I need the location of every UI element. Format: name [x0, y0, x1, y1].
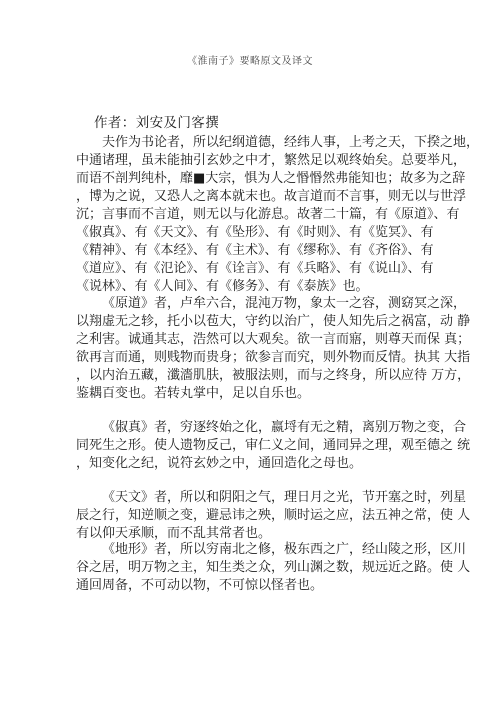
paragraph-preface: [76, 134, 480, 296]
document-header-title: 《淮南子》要略原文及译文: [187, 56, 313, 67]
paragraph-chuzhen: [76, 419, 471, 473]
text-line: ，博为之说，又恐人之离本就末也。故言道而不言事，则无以与世浮: [76, 189, 467, 204]
paragraph-yuandao: [76, 295, 471, 403]
text-line: 《道应》、有《氾论》、有《诠言》、有《兵略》、有《说山》、有: [76, 261, 434, 276]
text-line: 以翔虚无之轸，托小以苞大，守约以治广，使人知先后之祸富，动 静: [76, 314, 471, 329]
paragraph-dixing: [76, 541, 471, 595]
text-line: 有以仰天承顺，而不乱其常者也。: [76, 526, 272, 541]
text-line: 通回周备，不可动以物，不可惊以怪者也。: [76, 578, 324, 593]
text-line: 《俶真》者，穷逐终始之化，嬴埒有无之精，离别万物之变，合: [102, 420, 467, 435]
text-line: 欲再言而通，则贱物而贵身；欲参言而究，则外物而反情。执其 大指: [76, 350, 471, 365]
text-line: 《天文》者，所以和阴阳之气，理日月之光，节开塞之时，列星: [102, 490, 467, 505]
text-line: ，知变化之纪，说符玄妙之中，通回造化之母也。: [76, 456, 363, 471]
text-line: 鉴耦百变也。若转丸掌中，足以自乐也。: [76, 386, 311, 401]
text-line: 之利害。诚通其志，浩然可以大观矣。欲一言而寤，则尊天而保 真；: [76, 332, 471, 347]
text-line: 中通诸理，虽未能抽引玄妙之中才，繁然足以观终始矣。总要举凡，: [76, 153, 467, 168]
text-line: 同死生之形。使人遗物反己，审仁义之间，通同异之理，观至德之 统: [76, 438, 471, 453]
text-line: 沉；言事而不言道，则无以与化游息。故著二十篇，有《原道》、有: [76, 207, 460, 222]
text-line: 《俶真》、有《天文》、有《坠形》、有《时则》、有《览冥》、有: [76, 225, 434, 240]
text-line: 《原道》者，卢牟六合，混沌万物，象太一之容，测窈冥之深，: [102, 296, 467, 311]
author-line: 作者：刘安及门客撰: [94, 115, 220, 131]
text-line: 辰之行，知逆顺之变，避忌讳之殃，顺时运之应，法五神之常，使 人: [76, 508, 471, 523]
paragraph-tianwen: [76, 489, 471, 543]
text-line: 《精神》、有《本经》、有《主术》、有《缪称》、有《齐俗》、有: [76, 243, 434, 258]
text-line: 夫作为书论者，所以纪纲道德，经纬人事，上考之天，下揆之地，: [102, 135, 480, 150]
text-line: 谷之居，明万物之主，知生类之众，列山渊之数，规远近之路。使 人: [76, 560, 471, 575]
text-line: ，以内治五藏，瀸濇肌肤，被服法则，而与之终身，所以应待 万方，: [76, 368, 471, 383]
text-line: 《地形》者，所以穷南北之修，极东西之广，经山陵之形，区川: [102, 542, 467, 557]
text-line: 《说林》、有《人间》、有《修务》、有《泰族》也。: [76, 279, 369, 294]
text-line: 而语不剖判纯朴，靡■大宗，惧为人之惽惽然弗能知也；故多为之辞: [76, 171, 466, 186]
